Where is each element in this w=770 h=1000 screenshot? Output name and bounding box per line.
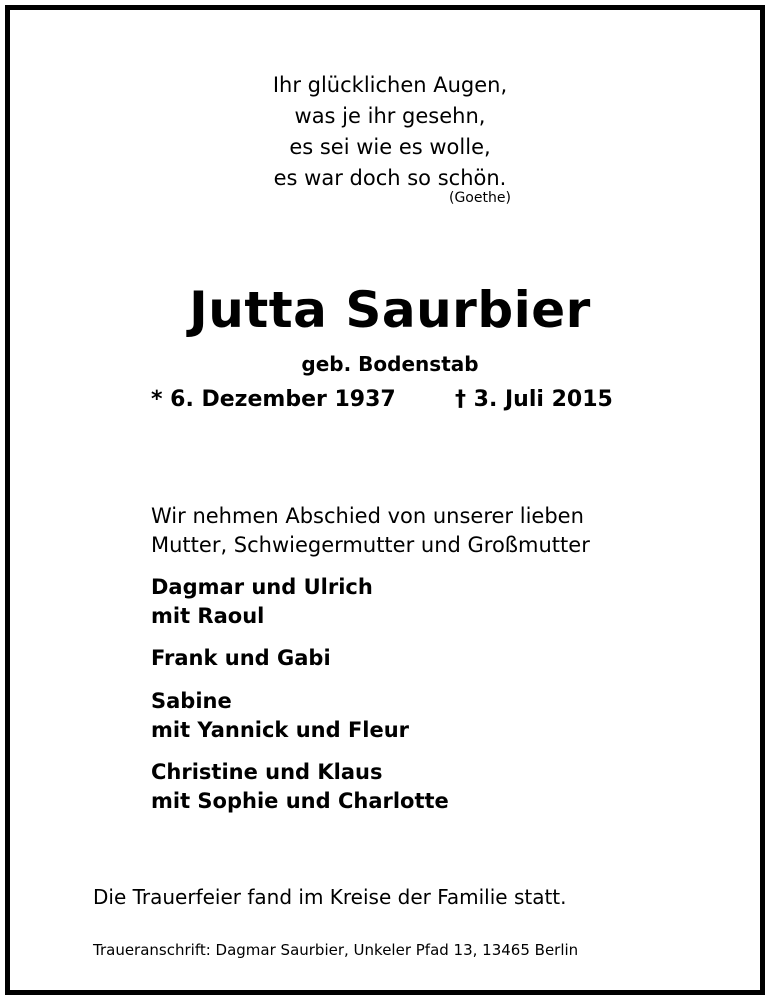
farewell-line: Mutter, Schwiegermutter und Großmutter [151,533,590,557]
mourning-address: Traueranschrift: Dagmar Saurbier, Unkeler Pfad 13, 13465 Berlin [93,941,579,959]
death-date: † 3. Juli 2015 [455,387,613,412]
funeral-note: Die Trauerfeier fand im Kreise der Familie statt. [93,885,567,909]
poem [10,70,770,194]
family-line: Frank und Gabi [151,646,331,670]
family-line: mit Raoul [151,604,265,628]
poem-line: Ihr glücklichen Augen, [272,73,508,97]
poem-line: es war doch so schön. [273,166,507,190]
birth-date: * 6. Dezember 1937 [151,387,396,412]
obituary-frame [5,5,765,995]
deceased-name: Jutta Saurbier [189,281,591,339]
family-group [151,573,373,631]
family-line: Sabine [151,689,232,713]
family-group [151,758,449,816]
farewell-line: Wir nehmen Abschied von unserer lieben [151,504,584,528]
farewell-text [151,502,590,560]
family-group [151,644,331,673]
family-line: Christine und Klaus [151,760,383,784]
family-group [151,687,409,745]
family-line: mit Sophie und Charlotte [151,789,449,813]
family-line: Dagmar und Ulrich [151,575,373,599]
family-line: mit Yannick und Fleur [151,718,410,742]
poem-author: (Goethe) [449,190,511,206]
birth-name: geb. Bodenstab [301,352,479,376]
poem-line: was je ihr gesehn, [294,104,486,128]
poem-line: es sei wie es wolle, [289,135,491,159]
